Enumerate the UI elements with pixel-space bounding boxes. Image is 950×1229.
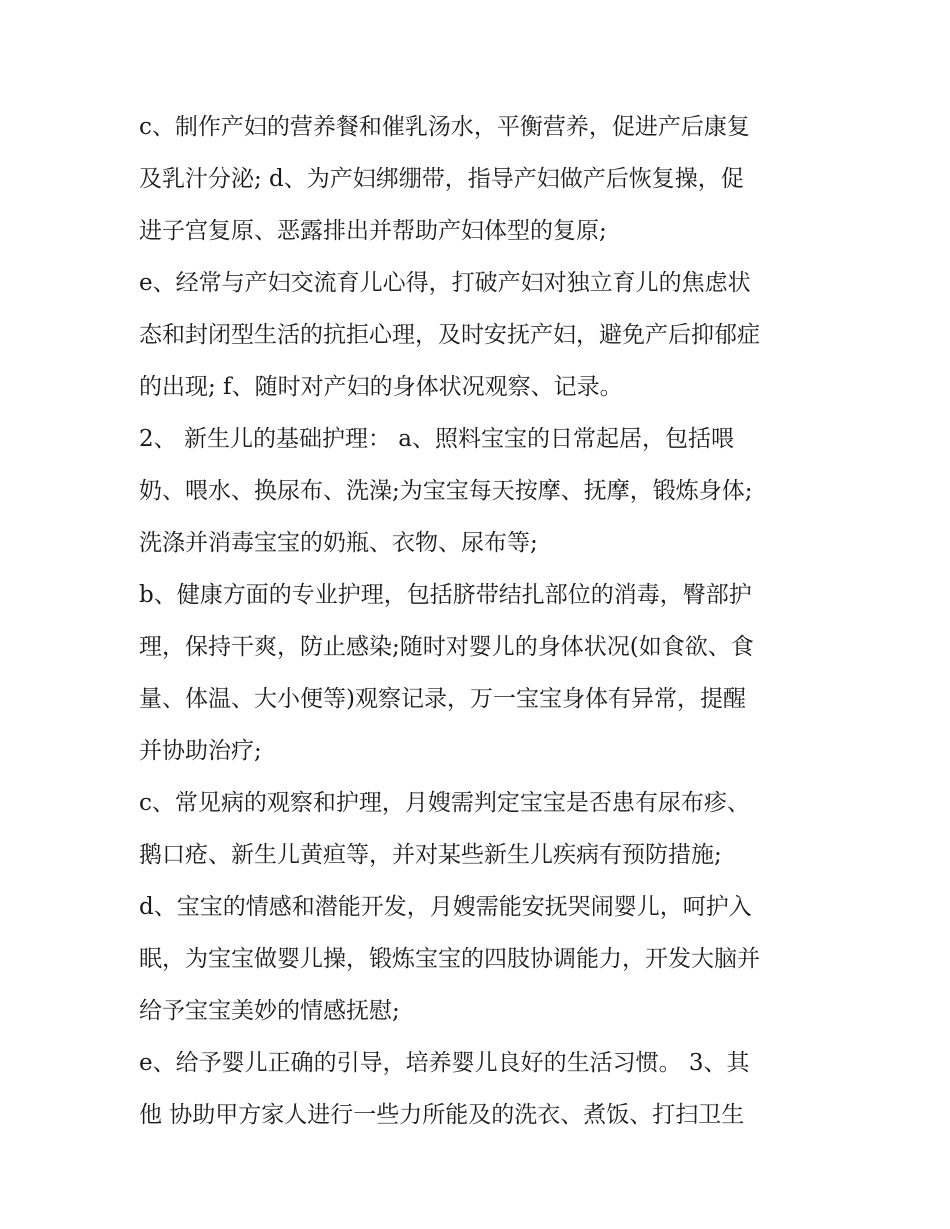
text-line: d、宝宝的情感和潜能开发，月嫂需能安抚哭闹婴儿，呵护入 bbox=[139, 894, 752, 920]
text-line: 2、 新生儿的基础护理： a、照料宝宝的日常起居，包括喂 bbox=[139, 426, 734, 452]
text-line: 给予宝宝美妙的情感抚慰; bbox=[139, 998, 400, 1024]
text-line: 进子宫复原、恶露排出并帮助产妇体型的复原; bbox=[139, 218, 607, 244]
text-line: 的出现; f、随时对产妇的身体状况观察、记录。 bbox=[139, 374, 623, 400]
text-line: 洗涤并消毒宝宝的奶瓶、衣物、尿布等; bbox=[139, 530, 538, 556]
text-line: 奶、喂水、换尿布、洗澡;为宝宝每天按摩、抚摩，锻炼身体; bbox=[139, 478, 753, 504]
text-line: c、制作产妇的营养餐和催乳汤水，平衡营养，促进产后康复 bbox=[139, 114, 750, 140]
text-line: 他 协助甲方家人进行一些力所能及的洗衣、煮饭、打扫卫生 bbox=[139, 1102, 745, 1128]
text-line: 态和封闭型生活的抗拒心理，及时安抚产妇，避免产后抑郁症 bbox=[139, 322, 760, 348]
text-line: 并协助治疗; bbox=[139, 738, 262, 764]
text-line: b、健康方面的专业护理，包括脐带结扎部位的消毒，臀部护 bbox=[139, 582, 752, 608]
text-line: 及乳汁分泌; d、为产妇绑绷带，指导产妇做产后恢复操，促 bbox=[139, 166, 744, 192]
text-line: c、常见病的观察和护理，月嫂需判定宝宝是否患有尿布疹、 bbox=[139, 790, 750, 816]
text-line: 理，保持干爽，防止感染;随时对婴儿的身体状况(如食欲、食 bbox=[139, 634, 754, 660]
text-line: 鹅口疮、新生儿黄疸等，并对某些新生儿疾病有预防措施; bbox=[139, 842, 722, 868]
text-line: 量、体温、大小便等)观察记录，万一宝宝身体有异常，提醒 bbox=[139, 686, 746, 712]
text-line: 眠，为宝宝做婴儿操，锻炼宝宝的四肢协调能力，开发大脑并 bbox=[139, 946, 760, 972]
text-line: e、经常与产妇交流育儿心得，打破产妇对独立育儿的焦虑状 bbox=[139, 270, 751, 296]
text-line: e、给予婴儿正确的引导，培养婴儿良好的生活习惯。 3、其 bbox=[139, 1050, 750, 1076]
